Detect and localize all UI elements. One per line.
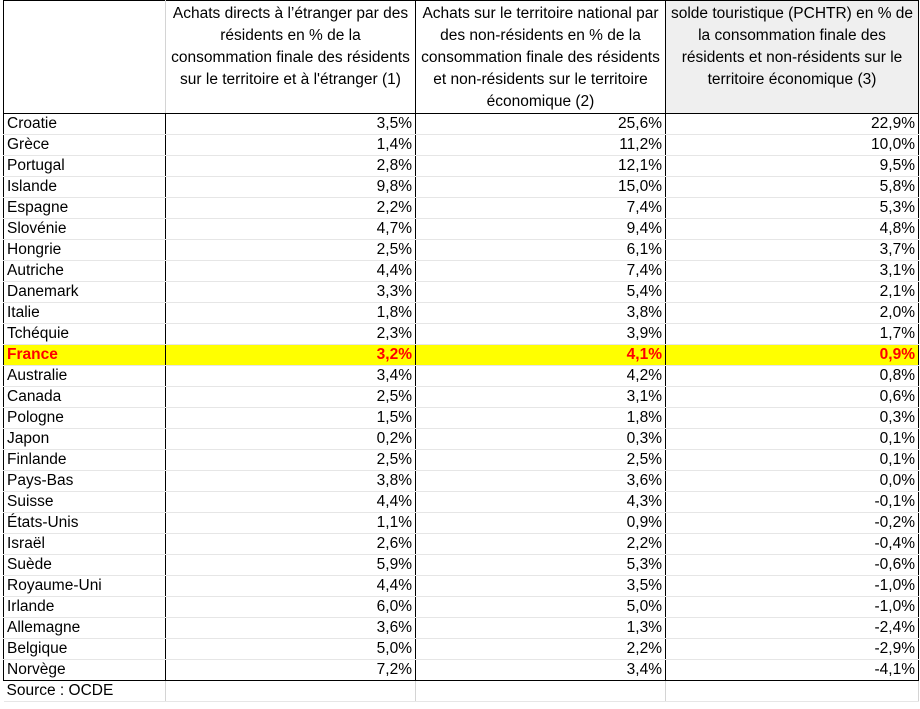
country-cell: États-Unis bbox=[4, 513, 166, 534]
tourism-balance-value: -0,6% bbox=[666, 555, 919, 576]
table-row bbox=[4, 198, 919, 219]
nonresident-purchases-value: 7,4% bbox=[416, 261, 666, 282]
nonresident-purchases-value: 25,6% bbox=[416, 114, 666, 135]
country-cell: Finlande bbox=[4, 450, 166, 471]
direct-purchases-value: 7,2% bbox=[166, 660, 416, 681]
table-row bbox=[4, 282, 919, 303]
tourism-balance-value: -2,9% bbox=[666, 639, 919, 660]
direct-purchases-value: 6,0% bbox=[166, 597, 416, 618]
direct-purchases-value: 2,5% bbox=[166, 240, 416, 261]
country-cell: Islande bbox=[4, 177, 166, 198]
table-row bbox=[4, 219, 919, 240]
direct-purchases-value: 4,4% bbox=[166, 261, 416, 282]
country-cell: Pologne bbox=[4, 408, 166, 429]
direct-purchases-value: 9,8% bbox=[166, 177, 416, 198]
table-row bbox=[4, 135, 919, 156]
direct-purchases-value: 2,6% bbox=[166, 534, 416, 555]
direct-purchases-value: 2,2% bbox=[166, 198, 416, 219]
table-row bbox=[4, 639, 919, 660]
tourism-balance-value: 5,3% bbox=[666, 198, 919, 219]
country-cell: Croatie bbox=[4, 114, 166, 135]
direct-purchases-value: 4,4% bbox=[166, 576, 416, 597]
nonresident-purchases-value: 5,0% bbox=[416, 597, 666, 618]
country-cell: Slovénie bbox=[4, 219, 166, 240]
nonresident-purchases-value: 12,1% bbox=[416, 156, 666, 177]
tourism-balance-value: 2,1% bbox=[666, 282, 919, 303]
footer-empty-cell bbox=[416, 681, 666, 702]
tourism-balance-value: 0,1% bbox=[666, 429, 919, 450]
tourism-balance-value: -4,1% bbox=[666, 660, 919, 681]
table-row bbox=[4, 429, 919, 450]
header-tourism-balance: solde touristique (PCHTR) en % de la consommation finale des résidents et non-résidents sur le territoire économique (3) bbox=[666, 1, 919, 114]
direct-purchases-value: 2,3% bbox=[166, 324, 416, 345]
table-row bbox=[4, 492, 919, 513]
nonresident-purchases-value: 9,4% bbox=[416, 219, 666, 240]
country-cell: Royaume-Uni bbox=[4, 576, 166, 597]
nonresident-purchases-value: 15,0% bbox=[416, 177, 666, 198]
table-row bbox=[4, 555, 919, 576]
direct-purchases-value: 1,4% bbox=[166, 135, 416, 156]
nonresident-purchases-value: 3,5% bbox=[416, 576, 666, 597]
tourism-balance-value: 3,1% bbox=[666, 261, 919, 282]
direct-purchases-value: 1,8% bbox=[166, 303, 416, 324]
tourism-balance-value: -1,0% bbox=[666, 597, 919, 618]
country-cell: Allemagne bbox=[4, 618, 166, 639]
country-cell: Israël bbox=[4, 534, 166, 555]
nonresident-purchases-value: 1,3% bbox=[416, 618, 666, 639]
tourism-balance-value: 9,5% bbox=[666, 156, 919, 177]
table-body bbox=[4, 114, 919, 681]
tourism-balance-value: 22,9% bbox=[666, 114, 919, 135]
country-cell: Danemark bbox=[4, 282, 166, 303]
tourism-balance-value: 10,0% bbox=[666, 135, 919, 156]
direct-purchases-value: 5,9% bbox=[166, 555, 416, 576]
table-row bbox=[4, 366, 919, 387]
country-cell: Grèce bbox=[4, 135, 166, 156]
nonresident-purchases-value: 0,3% bbox=[416, 429, 666, 450]
table-row bbox=[4, 177, 919, 198]
country-cell: Pays-Bas bbox=[4, 471, 166, 492]
table-row bbox=[4, 513, 919, 534]
country-cell: Suède bbox=[4, 555, 166, 576]
country-cell: Canada bbox=[4, 387, 166, 408]
source-note: Source : OCDE bbox=[4, 681, 166, 702]
table-row bbox=[4, 240, 919, 261]
nonresident-purchases-value: 3,6% bbox=[416, 471, 666, 492]
direct-purchases-value: 3,2% bbox=[166, 345, 416, 366]
tourism-balance-value: -1,0% bbox=[666, 576, 919, 597]
nonresident-purchases-value: 3,4% bbox=[416, 660, 666, 681]
direct-purchases-value: 3,4% bbox=[166, 366, 416, 387]
direct-purchases-value: 3,8% bbox=[166, 471, 416, 492]
direct-purchases-value: 1,1% bbox=[166, 513, 416, 534]
country-cell: Autriche bbox=[4, 261, 166, 282]
country-cell: Belgique bbox=[4, 639, 166, 660]
table-row bbox=[4, 261, 919, 282]
direct-purchases-value: 3,3% bbox=[166, 282, 416, 303]
direct-purchases-value: 0,2% bbox=[166, 429, 416, 450]
header-country bbox=[4, 1, 166, 114]
tourism-balance-value: -0,2% bbox=[666, 513, 919, 534]
nonresident-purchases-value: 5,4% bbox=[416, 282, 666, 303]
nonresident-purchases-value: 7,4% bbox=[416, 198, 666, 219]
tourism-balance-value: -0,1% bbox=[666, 492, 919, 513]
table-row bbox=[4, 450, 919, 471]
nonresident-purchases-value: 1,8% bbox=[416, 408, 666, 429]
country-cell: Australie bbox=[4, 366, 166, 387]
footer-empty-cell bbox=[166, 681, 416, 702]
tourism-balance-value: 3,7% bbox=[666, 240, 919, 261]
direct-purchases-value: 4,4% bbox=[166, 492, 416, 513]
direct-purchases-value: 3,6% bbox=[166, 618, 416, 639]
country-cell: Tchéquie bbox=[4, 324, 166, 345]
tourism-balance-value: 2,0% bbox=[666, 303, 919, 324]
nonresident-purchases-value: 5,3% bbox=[416, 555, 666, 576]
nonresident-purchases-value: 3,1% bbox=[416, 387, 666, 408]
tourism-balance-value: 0,9% bbox=[666, 345, 919, 366]
nonresident-purchases-value: 3,9% bbox=[416, 324, 666, 345]
country-cell: France bbox=[4, 345, 166, 366]
nonresident-purchases-value: 4,3% bbox=[416, 492, 666, 513]
direct-purchases-value: 2,5% bbox=[166, 387, 416, 408]
country-cell: Suisse bbox=[4, 492, 166, 513]
table-row bbox=[4, 408, 919, 429]
nonresident-purchases-value: 3,8% bbox=[416, 303, 666, 324]
table-row bbox=[4, 618, 919, 639]
nonresident-purchases-value: 2,2% bbox=[416, 534, 666, 555]
direct-purchases-value: 1,5% bbox=[166, 408, 416, 429]
country-cell: Irlande bbox=[4, 597, 166, 618]
direct-purchases-value: 2,8% bbox=[166, 156, 416, 177]
table-row bbox=[4, 576, 919, 597]
nonresident-purchases-value: 4,1% bbox=[416, 345, 666, 366]
direct-purchases-value: 2,5% bbox=[166, 450, 416, 471]
country-cell: Norvège bbox=[4, 660, 166, 681]
header-nonresident-purchases: Achats sur le territoire national par des non-résidents en % de la consommation finale des résidents et non-résidents sur le territoire économique (2) bbox=[416, 1, 666, 114]
header-direct-purchases-abroad: Achats directs à l’étranger par des résidents en % de la consommation finale des résidents sur le territoire et à l'étranger (1) bbox=[166, 1, 416, 114]
tourism-balance-value: 4,8% bbox=[666, 219, 919, 240]
nonresident-purchases-value: 4,2% bbox=[416, 366, 666, 387]
nonresident-purchases-value: 6,1% bbox=[416, 240, 666, 261]
table-row bbox=[4, 387, 919, 408]
table-row bbox=[4, 471, 919, 492]
country-cell: Portugal bbox=[4, 156, 166, 177]
table-row bbox=[4, 597, 919, 618]
tourism-balance-value: 0,1% bbox=[666, 450, 919, 471]
country-cell: Japon bbox=[4, 429, 166, 450]
tourism-balance-value: -2,4% bbox=[666, 618, 919, 639]
direct-purchases-value: 4,7% bbox=[166, 219, 416, 240]
table-row bbox=[4, 534, 919, 555]
country-cell: Italie bbox=[4, 303, 166, 324]
tourism-balance-value: 0,8% bbox=[666, 366, 919, 387]
tourism-balance-value: -0,4% bbox=[666, 534, 919, 555]
table-row bbox=[4, 114, 919, 135]
nonresident-purchases-value: 2,2% bbox=[416, 639, 666, 660]
tourism-balance-value: 1,7% bbox=[666, 324, 919, 345]
table-row bbox=[4, 156, 919, 177]
nonresident-purchases-value: 0,9% bbox=[416, 513, 666, 534]
table-row bbox=[4, 345, 919, 366]
nonresident-purchases-value: 11,2% bbox=[416, 135, 666, 156]
tourism-balance-value: 0,3% bbox=[666, 408, 919, 429]
table-row bbox=[4, 303, 919, 324]
table-row bbox=[4, 324, 919, 345]
footer-row bbox=[4, 681, 919, 702]
tourism-balance-value: 0,0% bbox=[666, 471, 919, 492]
nonresident-purchases-value: 2,5% bbox=[416, 450, 666, 471]
country-cell: Espagne bbox=[4, 198, 166, 219]
table-row bbox=[4, 660, 919, 681]
country-cell: Hongrie bbox=[4, 240, 166, 261]
direct-purchases-value: 5,0% bbox=[166, 639, 416, 660]
tourism-balance-value: 0,6% bbox=[666, 387, 919, 408]
tourism-balance-value: 5,8% bbox=[666, 177, 919, 198]
header-row bbox=[4, 1, 919, 114]
direct-purchases-value: 3,5% bbox=[166, 114, 416, 135]
tourism-balance-table bbox=[3, 0, 919, 702]
footer-empty-cell bbox=[666, 681, 919, 702]
